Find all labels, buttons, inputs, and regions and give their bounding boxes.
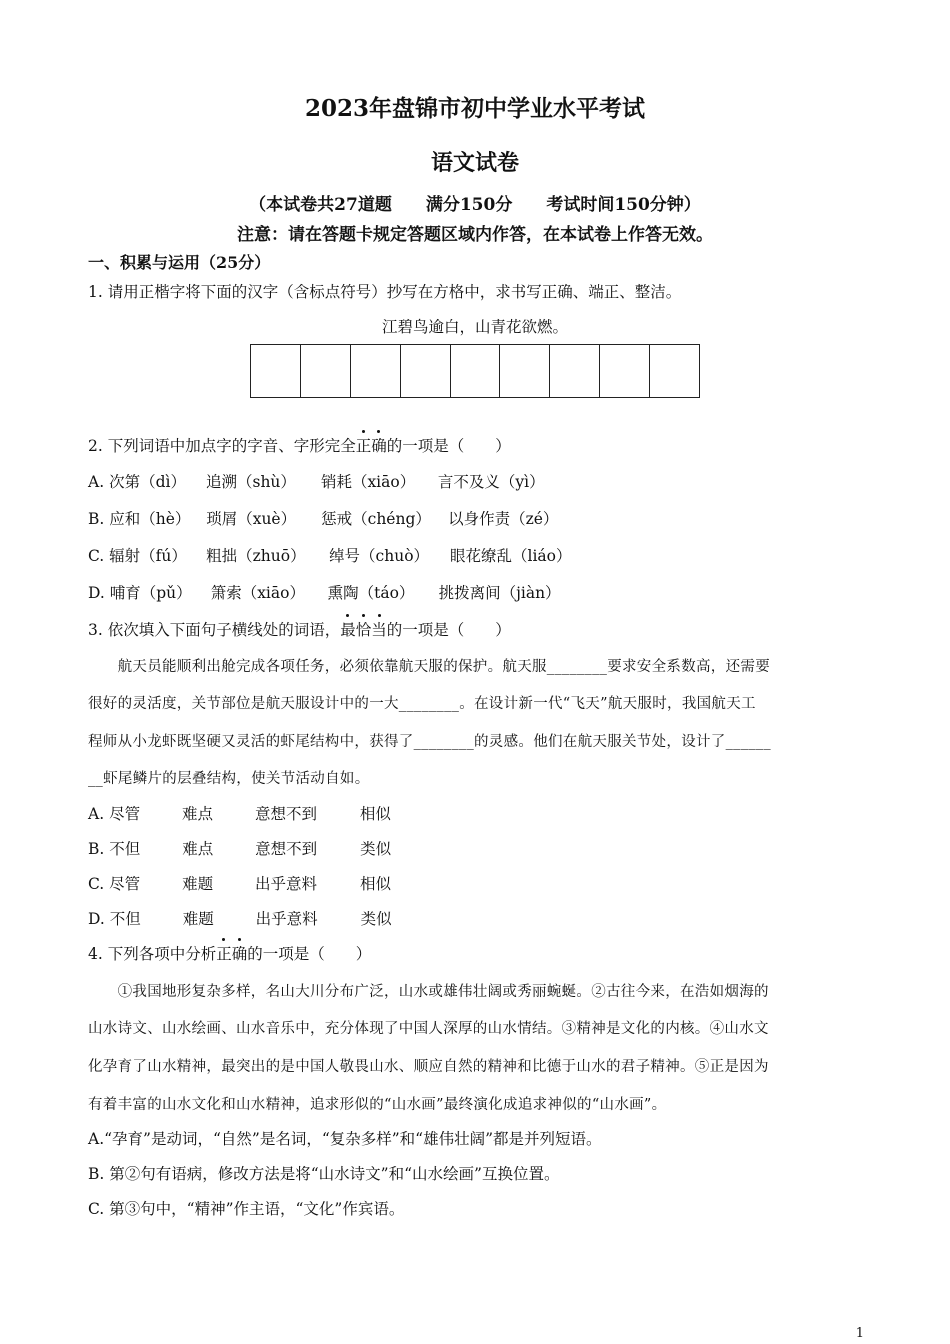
q3-option-a[interactable]	[88, 802, 391, 824]
option-item: 次第（dì）	[109, 473, 186, 491]
q3-passage-line: 很好的灵活度，关节部位是航天服设计中的一大________。在设计新一代“飞天”航天服时，我国航天工	[88, 696, 756, 712]
option-item: 相似	[359, 805, 391, 823]
q2-prompt-text: 2. 下列词语中加点字的字音、字形完全	[88, 437, 356, 455]
option-item: 难题	[182, 910, 214, 928]
option-letter: A.	[88, 473, 105, 491]
q4-passage-line: 山水诗文、山水绘画、山水音乐中，充分体现了中国人深厚的山水情结。③精神是文化的内核。④山水文	[88, 1021, 769, 1037]
q1-prompt: 1. 请用正楷字将下面的汉字（含标点符号）抄写在方格中，求书写正确、端正、整洁。	[88, 283, 682, 301]
grid-cell[interactable]	[401, 345, 451, 397]
option-item: 尽管	[109, 875, 141, 893]
exam-notice: 注意：请在答题卡规定答题区域内作答，在本试卷上作答无效。	[237, 225, 713, 245]
q2-prompt	[88, 434, 511, 456]
option-item: 熏陶（táo）	[327, 584, 415, 602]
option-item: 言不及义（yì）	[437, 473, 545, 491]
option-item: 相似	[359, 875, 391, 893]
option-item: 哺育（pǔ）	[109, 584, 192, 602]
option-letter: D.	[88, 584, 105, 602]
option-item: 追溯（shù）	[206, 473, 296, 491]
grid-cell[interactable]	[301, 345, 351, 397]
q4-prompt-tail: 的一项是（ ）	[247, 945, 372, 963]
option-item: 意想不到	[254, 805, 317, 823]
grid-cell[interactable]	[550, 345, 600, 397]
subject-title: 语文试卷	[430, 150, 519, 176]
option-item: 惩戒（chéng）	[321, 510, 431, 528]
q4-passage-line: 有着丰富的山水文化和山水精神，追求形似的“山水画”最终演化成追求神似的“山水画”。	[88, 1097, 667, 1113]
q2-option-c[interactable]	[88, 544, 571, 566]
option-item: 绰号（chuò）	[329, 547, 430, 565]
option-item: 眼花缭乱（liáo）	[449, 547, 572, 565]
grid-cell[interactable]	[351, 345, 401, 397]
option-letter: C.	[88, 547, 105, 565]
writing-grid[interactable]	[250, 344, 700, 398]
page-number: 1	[855, 1326, 864, 1341]
option-letter: B.	[88, 840, 105, 858]
option-item: 琐屑（xuè）	[206, 510, 297, 528]
q2-option-b[interactable]	[88, 507, 558, 529]
option-item: 尽管	[109, 805, 141, 823]
option-item: 以身作责（zé）	[448, 510, 559, 528]
option-item: 难点	[182, 805, 214, 823]
option-item: 意想不到	[255, 840, 318, 858]
option-item: 难点	[182, 840, 214, 858]
q4-option-a[interactable]: A.“孕育”是动词，“自然”是名词，“复杂多样”和“雄伟壮阔”都是并列短语。	[88, 1130, 602, 1148]
q3-prompt	[88, 618, 511, 640]
option-item: 不但	[109, 910, 141, 928]
exam-title: 2023年盘锦市初中学业水平考试	[304, 95, 645, 122]
q4-option-b[interactable]: B. 第②句有语病，修改方法是将“山水诗文”和“山水绘画”互换位置。	[88, 1165, 560, 1183]
q2-option-d[interactable]	[88, 581, 561, 603]
q4-prompt-emphasis: 正确	[216, 945, 247, 963]
grid-cell[interactable]	[451, 345, 501, 397]
q2-prompt-emphasis: 正确	[356, 437, 387, 455]
grid-cell[interactable]	[650, 345, 699, 397]
grid-cell[interactable]	[251, 345, 301, 397]
q3-passage-line: 航天员能顺利出舱完成各项任务，必须依靠航天服的保护。航天服________要求安全系数高，还需要	[88, 659, 770, 675]
q2-option-a[interactable]	[88, 470, 545, 492]
q4-passage-line: ①我国地形复杂多样，名山大川分布广泛，山水或雄伟壮阔或秀丽蜿蜒。②古往今来，在浩如烟海的	[88, 984, 769, 1000]
option-item: 销耗（xiāo）	[320, 473, 416, 491]
option-item: 难题	[182, 875, 214, 893]
option-item: 出乎意料	[255, 875, 318, 893]
option-letter: B.	[88, 510, 105, 528]
option-item: 辐射（fú）	[109, 547, 187, 565]
q1-verse: 江碧鸟逾白，山青花欲燃。	[381, 318, 568, 336]
option-item: 类似	[360, 840, 392, 858]
option-item: 类似	[360, 910, 392, 928]
grid-cell[interactable]	[600, 345, 650, 397]
exam-info: （本试卷共27道题 满分150分 考试时间150分钟）	[249, 195, 701, 215]
q3-passage-line: 程师从小龙虾既坚硬又灵活的虾尾结构中，获得了________的灵感。他们在航天服关节处，设计了______	[88, 734, 771, 750]
q2-prompt-tail: 的一项是（ ）	[386, 437, 511, 455]
q3-prompt-text: 3. 依次填入下面句子横线处的词语，	[88, 621, 341, 639]
option-item: 不但	[109, 840, 141, 858]
option-letter: C.	[88, 875, 105, 893]
q4-prompt-text: 4. 下列各项中分析	[88, 945, 217, 963]
q3-passage-line: __虾尾鳞片的层叠结构，使关节活动自如。	[88, 771, 370, 787]
option-item: 应和（hè）	[109, 510, 191, 528]
option-item: 箫索（xiāo）	[210, 584, 305, 602]
q4-passage-line: 化孕育了山水精神，最突出的是中国人敬畏山水、顺应自然的精神和比德于山水的君子精神。⑤正是因为	[88, 1059, 769, 1075]
option-item: 出乎意料	[255, 910, 318, 928]
q3-option-d[interactable]	[88, 907, 392, 929]
q3-prompt-tail: 的一项是（ ）	[386, 621, 511, 639]
option-item: 粗拙（zhuō）	[206, 547, 306, 565]
q4-prompt	[88, 942, 371, 964]
option-item: 挑拨离间（jiàn）	[438, 584, 561, 602]
option-letter: D.	[88, 910, 105, 928]
option-letter: A.	[88, 805, 105, 823]
q3-prompt-emphasis: 最恰当	[340, 621, 387, 639]
section-heading: 一、积累与运用（25分）	[88, 253, 271, 272]
q3-option-c[interactable]	[88, 872, 391, 894]
q3-option-b[interactable]	[88, 837, 391, 859]
q4-option-c[interactable]: C. 第③句中，“精神”作主语，“文化”作宾语。	[88, 1200, 405, 1218]
grid-cell[interactable]	[500, 345, 550, 397]
